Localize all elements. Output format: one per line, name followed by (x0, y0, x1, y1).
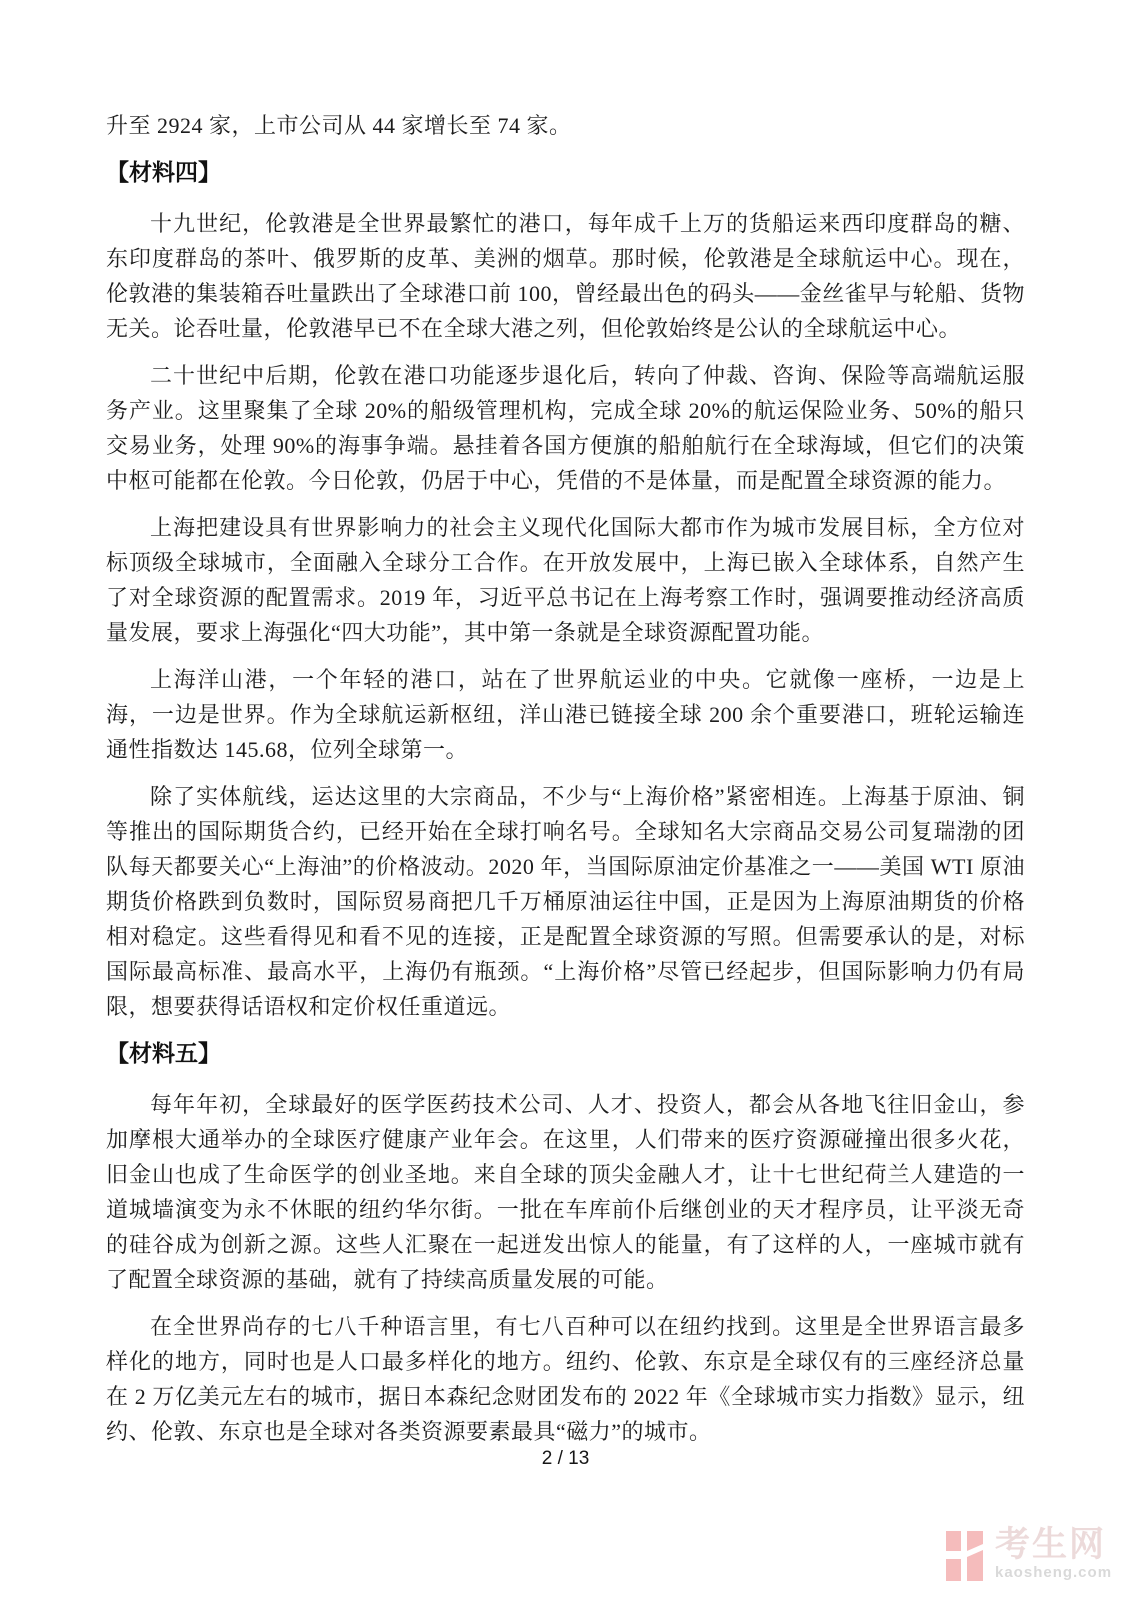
section-heading-material-5: 【材料五】 (106, 1040, 221, 1066)
paragraph-continuation: 升至 2924 家，上市公司从 44 家增长至 74 家。 (106, 113, 572, 138)
paragraph: 在全世界尚存的七八千种语言里，有七八百种可以在纽约找到。这里是全世界语言最多样化的地方，同时也是人口最多样化的地方。纽约、伦敦、东京是全球仅有的三座经济总量在 2 万亿美元左右的城市，据日本森纪念财团发布的 2022 年《全球城市实力指数》显示，纽约、伦敦、东京也是全球对各类资源要素最具“磁力”的城市。 (106, 1314, 1025, 1444)
watermark-brand-name: 考生网 (995, 1525, 1107, 1564)
paragraph: 每年年初，全球最好的医学医药技术公司、人才、投资人，都会从各地飞往旧金山，参加摩根大通举办的全球医疗健康产业年会。在这里，人们带来的医疗资源碰撞出很多火花，旧金山也成了生命医学的创业圣地。来自全球的顶尖金融人才，让十七世纪荷兰人建造的一道城墙演变为永不休眠的纽约华尔街。一批在车库前仆后继创业的天才程序员，让平淡无奇的硅谷成为创新之源。这些人汇聚在一起迸发出惊人的能量，有了这样的人，一座城市就有了配置全球资源的基础，就有了持续高质量发展的可能。 (106, 1092, 1025, 1292)
watermark-text (995, 1525, 1113, 1581)
document-content (106, 108, 1025, 1461)
paragraph: 上海把建设具有世界影响力的社会主义现代化国际大都市作为城市发展目标，全方位对标顶级全球城市，全面融入全球分工合作。在开放发展中，上海已嵌入全球体系，自然产生了对全球资源的配置需求。2019 年，习近平总书记在上海考察工作时，强调要推动经济高质量发展，要求上海强化“四大功能”，其中第一条就是全球资源配置功能。 (106, 515, 1025, 645)
section-heading-material-4: 【材料四】 (106, 159, 221, 185)
kaosheng-logo-icon (946, 1528, 986, 1582)
paragraph: 上海洋山港，一个年轻的港口，站在了世界航运业的中央。它就像一座桥，一边是上海，一边是世界。作为全球航运新枢纽，洋山港已链接全球 200 余个重要港口，班轮运输连通性指数达 145.68，位列全球第一。 (106, 667, 1025, 762)
paragraph: 除了实体航线，运达这里的大宗商品，不少与“上海价格”紧密相连。上海基于原油、铜等推出的国际期货合约，已经开始在全球打响名号。全球知名大宗商品交易公司复瑞渤的团队每天都要关心“上海油”的价格波动。2020 年，当国际原油定价基准之一——美国 WTI 原油期货价格跌到负数时，国际贸易商把几千万桶原油运往中国，正是因为上海原油期货的价格相对稳定。这些看得见和看不见的连接，正是配置全球资源的写照。但需要承认的是，对标国际最高标准、最高水平，上海仍有瓶颈。“上海价格”尽管已经起步，但国际影响力仍有局限，想要获得话语权和定价权任重道远。 (106, 784, 1025, 1019)
paragraph: 二十世纪中后期，伦敦在港口功能逐步退化后，转向了仲裁、咨询、保险等高端航运服务产业。这里聚集了全球 20%的船级管理机构，完成全球 20%的航运保险业务、50%的船只交易业务，处理 90%的海事争端。悬挂着各国方便旗的船舶航行在全球海域，但它们的决策中枢可能都在伦敦。今日伦敦，仍居于中心，凭借的不是体量，而是配置全球资源的能力。 (106, 363, 1025, 493)
page-number: 2 / 13 (541, 1448, 590, 1469)
page-footer (0, 1448, 1131, 1470)
watermark (946, 1525, 1113, 1582)
watermark-domain: kaosheng.com (995, 1564, 1113, 1581)
paragraph: 十九世纪，伦敦港是全世界最繁忙的港口，每年成千上万的货船运来西印度群岛的糖、东印度群岛的茶叶、俄罗斯的皮革、美洲的烟草。那时候，伦敦港是全球航运中心。现在，伦敦港的集装箱吞吐量跌出了全球港口前 100，曾经最出色的码头——金丝雀早与轮船、货物无关。论吞吐量，伦敦港早已不在全球大港之列，但伦敦始终是公认的全球航运中心。 (106, 211, 1025, 341)
